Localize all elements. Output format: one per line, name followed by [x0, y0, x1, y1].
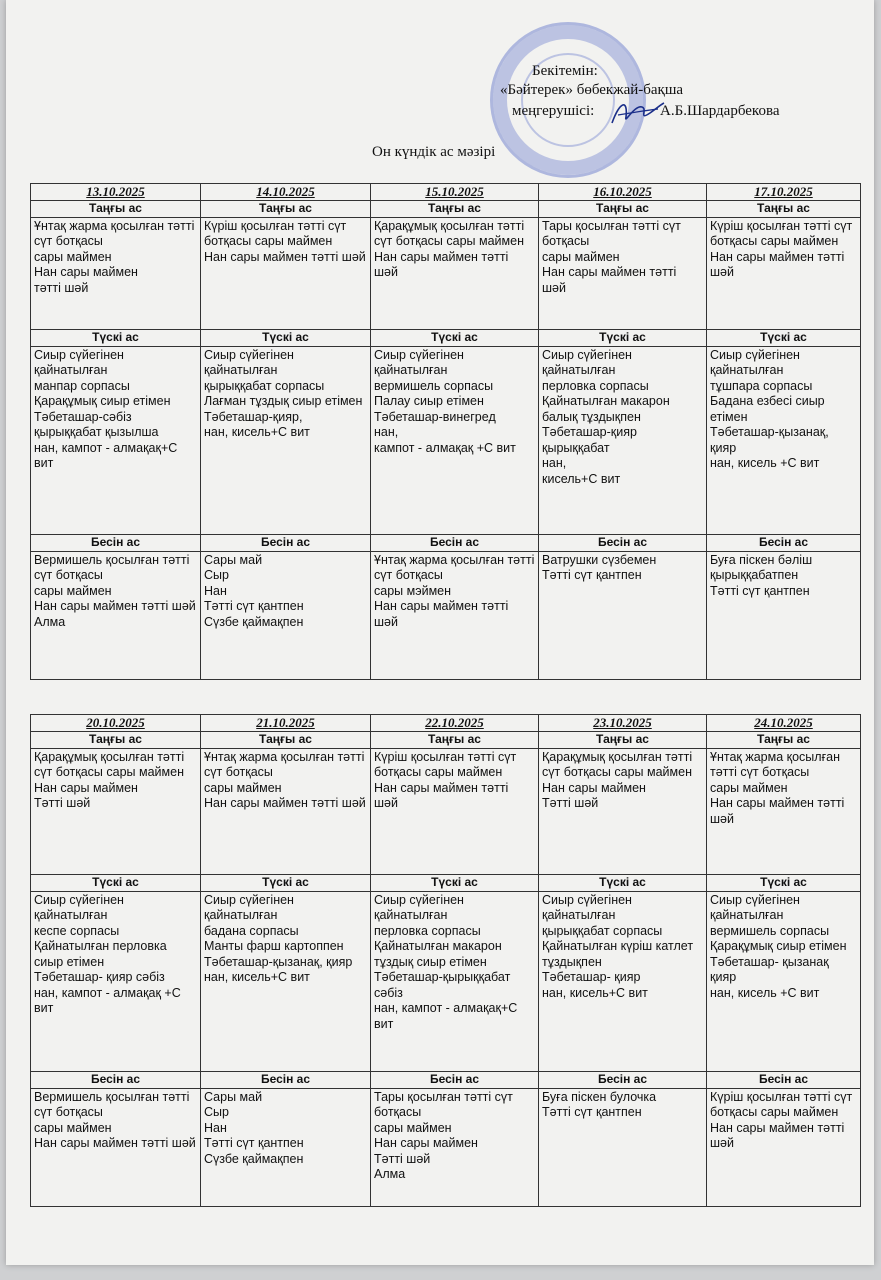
- menu-cell: Сиыр сүйегінен қайнатылған тұшпара сорпасы Бадана езбесі сиыр етімен Тәбеташар-қызанақ, қияр нан, кисель +С вит: [707, 346, 861, 534]
- meal-label: Түскі ас: [371, 874, 539, 891]
- date-cell: 22.10.2025: [371, 715, 539, 732]
- meal-label: Бесін ас: [31, 1071, 201, 1088]
- date-cell: 24.10.2025: [707, 715, 861, 732]
- snack-label-row: [31, 1071, 861, 1088]
- menu-cell: Вермишель қосылған тәтті сүт ботқасы сары маймен Нан сары маймен тәтті шәй: [31, 1088, 201, 1206]
- snack-label-row: [31, 534, 861, 551]
- date-cell: 16.10.2025: [539, 184, 707, 201]
- menu-cell: Күріш қосылған тәтті сүт ботқасы сары маймен Нан сары маймен тәтті шәй: [707, 1088, 861, 1206]
- date-cell: 23.10.2025: [539, 715, 707, 732]
- menu-cell: Ұнтақ жарма қосылған тәтті сүт ботқасы сары маймен Нан сары маймен тәтті шәй: [707, 748, 861, 874]
- meal-label: Таңғы ас: [707, 200, 861, 217]
- breakfast-label-row: [31, 731, 861, 748]
- approval-title: Бекітемін:: [532, 63, 598, 79]
- menu-cell: Буға піскен булочка Тәтті сүт қантпен: [539, 1088, 707, 1206]
- meal-label: Таңғы ас: [707, 731, 861, 748]
- approval-org: «Бәйтерек» бөбекжай-бақша: [500, 82, 684, 98]
- menu-cell: Сиыр сүйегінен қайнатылған кеспе сорпасы Қайнатылған перловка сиыр етімен Тәбеташар- қияр сәбіз нан, кампот - алмақақ +С вит: [31, 891, 201, 1071]
- menu-cell: Сиыр сүйегінен қайнатылған перловка сорпасы Қайнатылған макарон тұздық сиыр етімен Тәбеташар-қырыққабат сәбіз нан, кампот - алмақақ+С вит: [371, 891, 539, 1071]
- meal-label: Түскі ас: [707, 874, 861, 891]
- meal-label: Бесін ас: [539, 1071, 707, 1088]
- date-cell: 14.10.2025: [201, 184, 371, 201]
- breakfast-label-row: [31, 200, 861, 217]
- handwritten-signature: [608, 95, 668, 130]
- meal-label: Бесін ас: [201, 534, 371, 551]
- menu-cell: Ватрушки сүзбемен Тәтті сүт қантпен: [539, 551, 707, 679]
- menu-table-week1: [30, 183, 861, 680]
- meal-label: Таңғы ас: [201, 731, 371, 748]
- date-cell: 17.10.2025: [707, 184, 861, 201]
- meal-label: Бесін ас: [201, 1071, 371, 1088]
- date-cell: 13.10.2025: [31, 184, 201, 201]
- meal-label: Бесін ас: [371, 1071, 539, 1088]
- meal-label: Бесін ас: [371, 534, 539, 551]
- meal-label: Түскі ас: [707, 329, 861, 346]
- meal-label: Түскі ас: [201, 874, 371, 891]
- meal-label: Түскі ас: [539, 329, 707, 346]
- meal-label: Таңғы ас: [31, 731, 201, 748]
- date-row: [31, 184, 861, 201]
- menu-cell: Қарақұмық қосылған тәтті сүт ботқасы сары маймен Нан сары маймен Тәтті шәй: [31, 748, 201, 874]
- menu-cell: Сиыр сүйегінен қайнатылған вермишель сорпасы Палау сиыр етімен Тәбеташар-винегред нан, кампот - алмақақ +С вит: [371, 346, 539, 534]
- meal-label: Таңғы ас: [539, 731, 707, 748]
- date-cell: 15.10.2025: [371, 184, 539, 201]
- meal-label: Бесін ас: [707, 1071, 861, 1088]
- breakfast-row: [31, 748, 861, 874]
- meal-label: Таңғы ас: [201, 200, 371, 217]
- menu-cell: Сиыр сүйегінен қайнатылған бадана сорпасы Манты фарш картоппен Тәбеташар-қызанақ, қияр нан, кисель+С вит: [201, 891, 371, 1071]
- lunch-row: [31, 346, 861, 534]
- menu-cell: Сары май Сыр Нан Тәтті сүт қантпен Сүзбе қаймақпен: [201, 1088, 371, 1206]
- menu-cell: Күріш қосылған тәтті сүт ботқасы сары маймен Нан сары маймен тәтті шәй: [201, 217, 371, 329]
- menu-cell: Сиыр сүйегінен қайнатылған манпар сорпасы Қарақұмық сиыр етімен Тәбеташар-сәбіз қырыққабат қызылша нан, кампот - алмақақ+С вит: [31, 346, 201, 534]
- meal-label: Бесін ас: [539, 534, 707, 551]
- menu-cell: Тары қосылған тәтті сүт ботқасы сары маймен Нан сары маймен тәтті шәй: [539, 217, 707, 329]
- menu-cell: Ұнтақ жарма қосылған тәтті сүт ботқасы сары маймен Нан сары маймен тәтті шәй: [201, 748, 371, 874]
- meal-label: Таңғы ас: [31, 200, 201, 217]
- menu-title: Он күндік ас мәзірі: [372, 144, 496, 160]
- meal-label: Бесін ас: [707, 534, 861, 551]
- meal-label: Түскі ас: [31, 874, 201, 891]
- menu-cell: Вермишель қосылған тәтті сүт ботқасы сары маймен Нан сары маймен тәтті шәй Алма: [31, 551, 201, 679]
- meal-label: Таңғы ас: [371, 200, 539, 217]
- menu-cell: Сиыр сүйегінен қайнатылған перловка сорпасы Қайнатылған макарон балық тұздықпен Тәбеташар-қияр қырыққабат нан, кисель+С вит: [539, 346, 707, 534]
- approval-position: меңгерушісі:: [512, 103, 595, 119]
- menu-cell: Күріш қосылған тәтті сүт ботқасы сары маймен Нан сары маймен тәтті шәй: [371, 748, 539, 874]
- meal-label: Түскі ас: [539, 874, 707, 891]
- menu-table-week2: [30, 714, 861, 1207]
- menu-cell: Ұнтақ жарма қосылған тәтті сүт ботқасы сары мэймен Нан сары маймен тәтті шәй: [371, 551, 539, 679]
- lunch-row: [31, 891, 861, 1071]
- menu-cell: Сиыр сүйегінен қайнатылған қырыққабат сорпасы Лағман тұздық сиыр етімен Тәбеташар-қияр, нан, кисель+С вит: [201, 346, 371, 534]
- meal-label: Түскі ас: [371, 329, 539, 346]
- menu-cell: Қарақұмық қосылған тәтті сүт ботқасы сары маймен Нан сары маймен Тәтті шәй: [539, 748, 707, 874]
- meal-label: Бесін ас: [31, 534, 201, 551]
- breakfast-row: [31, 217, 861, 329]
- meal-label: Таңғы ас: [371, 731, 539, 748]
- meal-label: Түскі ас: [201, 329, 371, 346]
- menu-cell: Тары қосылған тәтті сүт ботқасы сары маймен Нан сары маймен Тәтті шәй Алма: [371, 1088, 539, 1206]
- menu-cell: Күріш қосылған тәтті сүт ботқасы сары маймен Нан сары маймен тәтті шәй: [707, 217, 861, 329]
- lunch-label-row: [31, 874, 861, 891]
- menu-cell: Сиыр сүйегінен қайнатылған қырыққабат сорпасы Қайнатылған күріш катлет тұздықпен Тәбеташар- қияр нан, кисель+С вит: [539, 891, 707, 1071]
- date-cell: 21.10.2025: [201, 715, 371, 732]
- menu-cell: Ұнтақ жарма қосылған тәтті сүт ботқасы сары маймен Нан сары маймен тәтті шәй: [31, 217, 201, 329]
- snack-row: [31, 1088, 861, 1206]
- date-cell: 20.10.2025: [31, 715, 201, 732]
- menu-cell: Қарақұмық қосылған тәтті сүт ботқасы сары маймен Нан сары маймен тәтті шәй: [371, 217, 539, 329]
- menu-cell: Сиыр сүйегінен қайнатылған вермишель сорпасы Қарақұмық сиыр етімен Тәбеташар- қызанақ қияр нан, кисель +С вит: [707, 891, 861, 1071]
- meal-label: Түскі ас: [31, 329, 201, 346]
- lunch-label-row: [31, 329, 861, 346]
- menu-cell: Буға піскен бәліш қырыққабатпен Тәтті сүт қантпен: [707, 551, 861, 679]
- menu-cell: Сары май Сыр Нан Тәтті сүт қантпен Сүзбе қаймақпен: [201, 551, 371, 679]
- date-row: [31, 715, 861, 732]
- snack-row: [31, 551, 861, 679]
- meal-label: Таңғы ас: [539, 200, 707, 217]
- approval-name: А.Б.Шардарбекова: [660, 103, 780, 119]
